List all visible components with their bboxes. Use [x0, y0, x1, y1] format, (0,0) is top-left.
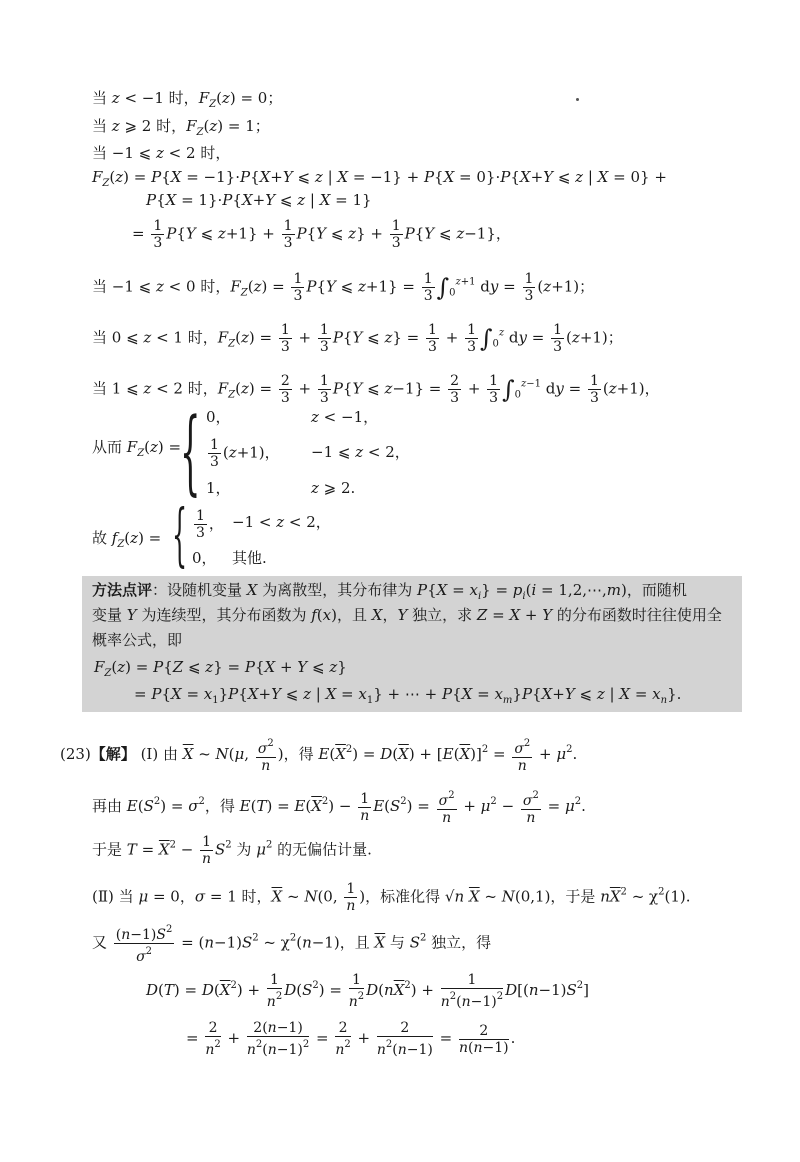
- comment-line4: $F_Z(z) = P\{Z$ ⩽ z} = P{X + Y ⩽ z}: [94, 658, 347, 679]
- solution-part2-line4: = $\frac{2}{n^2}$ + $\frac{2(n-1)}{n^2(n-1)^2}$ = $\frac{2}{n^2}$ + $\frac{2}{n^2(n-1)}$ = $\frac{2}{n(n-1)}$ .: [186, 1020, 516, 1058]
- solution-part2-line2: 又 $\frac{(n-1)S^2}{\sigma^2}$ = $(n-1)S^2$ ~ $\chi^2(n-1)$，且 $\overline{X}$ 与 $S^2$ 独立，得: [92, 924, 492, 965]
- scan-speck: [576, 98, 579, 101]
- subcase-0-1: 当 0 ⩽ z < 1 时，$F_Z(z)$ = $\frac{1}{3}$ + $\frac{1}{3}$ P{Y ⩽ z} = $\frac{1}{3}$ + $\frac{1}{3}$ $\int_0^z$ dy = $\frac{1}{3}$ (z+1)；: [92, 322, 623, 355]
- comment-line3: 概率公式，即: [92, 631, 183, 649]
- left-brace-pdf: {: [172, 496, 188, 575]
- solution-part2-line1: (Ⅱ) 当 μ = 0，σ = 1 时，$\overline{X}$ ~ N(0, $\frac{1}{n}$ )，标准化得 √n $\overline{X}$ ~ N(0,1)，于是 $n\overline{X}^2$ ~ $\chi^2(1)$.: [92, 881, 691, 914]
- comment-line2: 变量 Y 为连续型，其分布函数为 f(x)，且 X，Y 独立，求 Z = X + Y 的分布函数时往往使用全: [92, 606, 722, 624]
- cdf-cond1: z < −1，: [311, 408, 379, 426]
- pdf-case1: $\frac{1}{3}$ ，: [196, 508, 224, 541]
- cdf-case2: $\frac{1}{3}$ (z+1)，: [210, 437, 280, 470]
- solution-part2-line3: $D(T) = D(\overline{X}^2)$ + $\frac{1}{n^2}$ $D(S^2)$ = $\frac{1}{n^2}$ $D(n\overline{X}^2)$ + $\frac{1}{n^2(n-1)^2}$ $D[(n-1)S^2]$: [146, 972, 590, 1010]
- comment-label: 方法点评: [92, 581, 153, 599]
- total-probability-line3: = $\frac{1}{3}$ P{Y ⩽ z+1} + $\frac{1}{3}$ P{Y ⩽ z} + $\frac{1}{3}$ P{Y ⩽ z−1}，: [132, 218, 511, 251]
- subcase-1-2: 当 1 ⩽ z < 2 时，$F_Z(z)$ = $\frac{2}{3}$ + $\frac{1}{3}$ P{Y ⩽ z−1} = $\frac{2}{3}$ + $\frac{1}{3}$ $\int_0^{z-1}$ dy = $\frac{1}{3}$ (z+1)，: [92, 373, 660, 406]
- case-z-geq-2: 当 z ⩾ 2 时，$F_Z(z) = 1$；: [92, 117, 270, 138]
- case-z-less-neg1: 当 z < −1 时，$F_Z(z) = 0$；: [92, 89, 283, 110]
- cdf-cond3: z ⩾ 2.: [311, 479, 356, 497]
- solution-part1-line2: 再由 $E(S^2) = \sigma^2$，得 $E(T) = E(\overline{X}^2)$ − $\frac{1}{n}$ $E(S^2)$ = $\frac{\sigma^2}{n}$ + $\mu^2$ − $\frac{\sigma^2}{n}$ = $\mu^2$.: [92, 790, 586, 826]
- cdf-case3: 1，: [206, 479, 231, 497]
- comment-line5: = $P\{X = x_1\}P\{X+Y$ ⩽ z | $X = x_1$} + ⋯ + $P\{X = x_m\}P\{X+Y$ ⩽ z | $X = x_n$}.: [134, 685, 682, 706]
- subcase-neg1-0: 当 −1 ⩽ z < 0 时，$F_Z(z)$ = $\frac{1}{3}$ P{Y ⩽ z+1} = $\frac{1}{3}$ $\int_0^{z+1}$ dy = $\frac{1}{3}$ (z+1)；: [92, 271, 595, 304]
- total-probability-line2: P{X = 1}·P{X+Y ⩽ z | X = 1}: [146, 191, 372, 209]
- case-middle-heading: 当 −1 ⩽ z < 2 时，: [92, 144, 231, 162]
- comment-line1: 方法点评：设随机变量 X 为离散型，其分布律为 $P\{X = x_i\} = p_i(i$ = 1,2,⋯,m)，而随机: [92, 581, 687, 602]
- cdf-cond2: −1 ⩽ z < 2，: [311, 443, 410, 461]
- pdf-cond2: 其他.: [232, 549, 267, 567]
- solution-part1-line3: 于是 $T = \overline{X}^2$ − $\frac{1}{n}$ $S^2$ 为 $\mu^2$ 的无偏估计量.: [92, 834, 372, 867]
- cdf-case1: 0，: [206, 408, 231, 426]
- total-probability-line1: $F_Z(z) = P\{X = -1\}\cdot P\{X+Y$ ⩽ z | X = −1} + P{X = 0}·P{X+Y ⩽ z | X = 0} +: [92, 168, 667, 189]
- pdf-case2: 0，: [192, 549, 217, 567]
- piecewise-pdf-label: 故 $f_Z(z)$ =: [92, 529, 162, 550]
- method-comment-box: [82, 576, 742, 712]
- left-brace: {: [180, 398, 201, 505]
- solution-part1-line1: (23)【解】 (Ⅰ) 由 $\overline{X}$ ~ N(μ, $\frac{\sigma^2}{n}$ )，得 $E(\overline{X}^2) = D(\overline{X}) + [E(\overline{X})]^2$ = $\frac{\sigma^2}{n}$ + $\mu^2$.: [60, 738, 578, 774]
- pdf-cond1: −1 < z < 2，: [232, 513, 331, 531]
- piecewise-cdf-label: 从而 $F_Z(z)$ =: [92, 438, 182, 459]
